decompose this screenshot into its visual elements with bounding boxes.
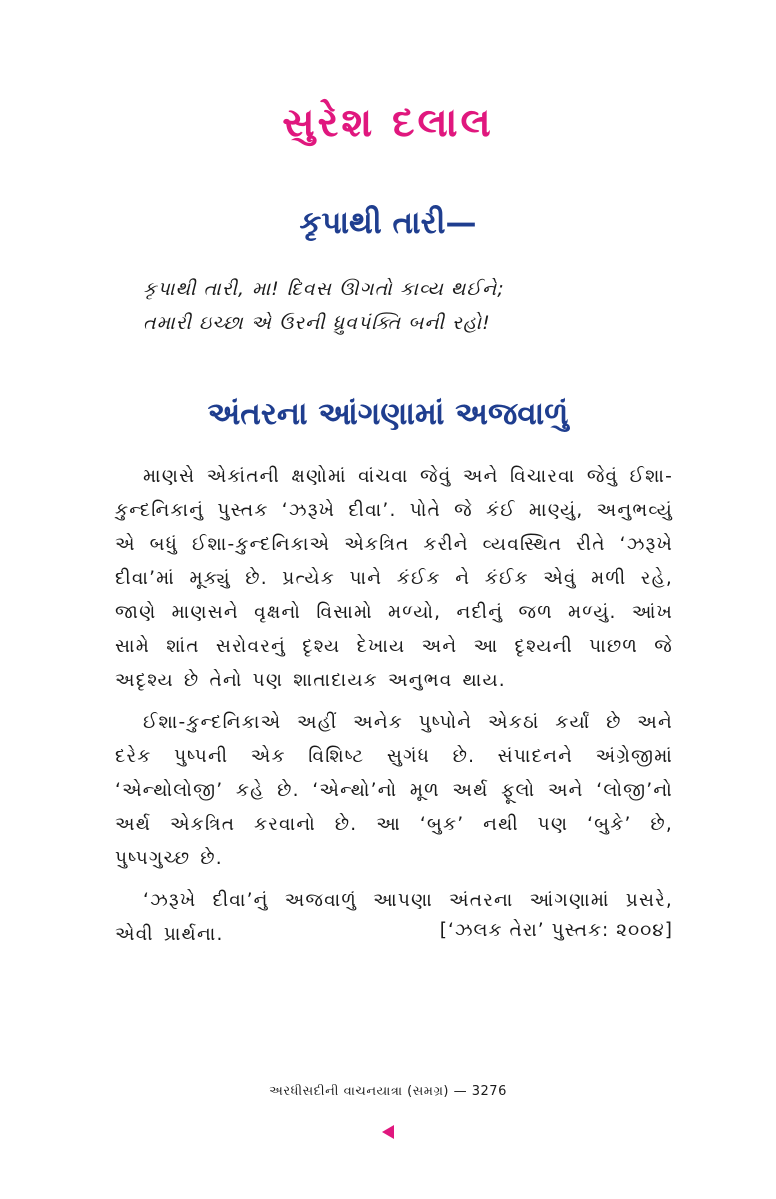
poem-block <box>143 272 663 340</box>
author-name: સુરેશ દલાલ <box>282 100 494 146</box>
poem-line: કૃપાથી તારી, મા! દિવસ ઊગતો કાવ્ય થઈને; <box>143 278 505 300</box>
essay-paragraph: ઈશા-કુન્દનિકાએ અહીં અનેક પુષ્પોને એકઠાં કર્યાં છે અને દરેક પુષ્પની એક વિશિષ્ટ સુગંધ છે. સંપાદનને અંગ્રેજીમાં ‘એન્થોલોજી’ કહે છે. ‘એન્થો’નો મૂળ અર્થ ફૂલો અને ‘લોજી’નો અર્થ એકત્રિત કરવાનો છે. આ ‘બુક’ નથી પણ ‘બુકે’ છે, પુષ્પગુચ્છ છે. <box>115 712 673 869</box>
essay-body <box>115 460 673 960</box>
essay-paragraph: ‘ઝરૂખે દીવા’નું અજવાળું આપણા અંતરના આંગણામાં પ્રસરે, એવી પ્રાર્થના. <box>115 890 673 945</box>
left-triangle-icon[interactable] <box>381 1124 395 1140</box>
essay-paragraph: માણસે એકાંતની ક્ષણોમાં વાંચવા જેવું અને વિચારવા જેવું ઈશા-કુન્દનિકાનું પુસ્તક ‘ઝરૂખે દીવા’. પોતે જે કંઈ માણ્યું, અનુભવ્યું એ બધું ઈશા-કુન્દનિકાએ એકત્રિત કરીને વ્યવસ્થિત રીતે ‘ઝરૂખે દીવા’માં મૂક્યું છે. પ્રત્યેક પાને કંઈક ને કંઈક એવું મળી રહે, જાણે માણસને વૃક્ષનો વિસામો મળ્યો, નદીનું જળ મળ્યું. આંખ સામે શાંત સરોવરનું દૃશ્ય દેખાય અને આ દૃશ્યની પાછળ જે અદૃશ્ય છે તેનો પણ શાતાદાયક અનુભવ થાય. <box>115 466 673 691</box>
essay-title: અંતરના આંગણામાં અજવાળું <box>207 396 569 432</box>
poem-title: કૃપાથી તારી— <box>299 205 477 241</box>
poem-line: તમારી ઇચ્છા એ ઉરની ધ્રુવપંક્તિ બની રહો! <box>143 312 491 334</box>
source-citation: [‘ઝલક તેરા’ પુસ્તક: ૨૦૦૪] <box>439 920 673 941</box>
page-footer: અરધીસદીની વાચનયાત્રા (સમગ્ર) — 3276 <box>269 1084 507 1099</box>
